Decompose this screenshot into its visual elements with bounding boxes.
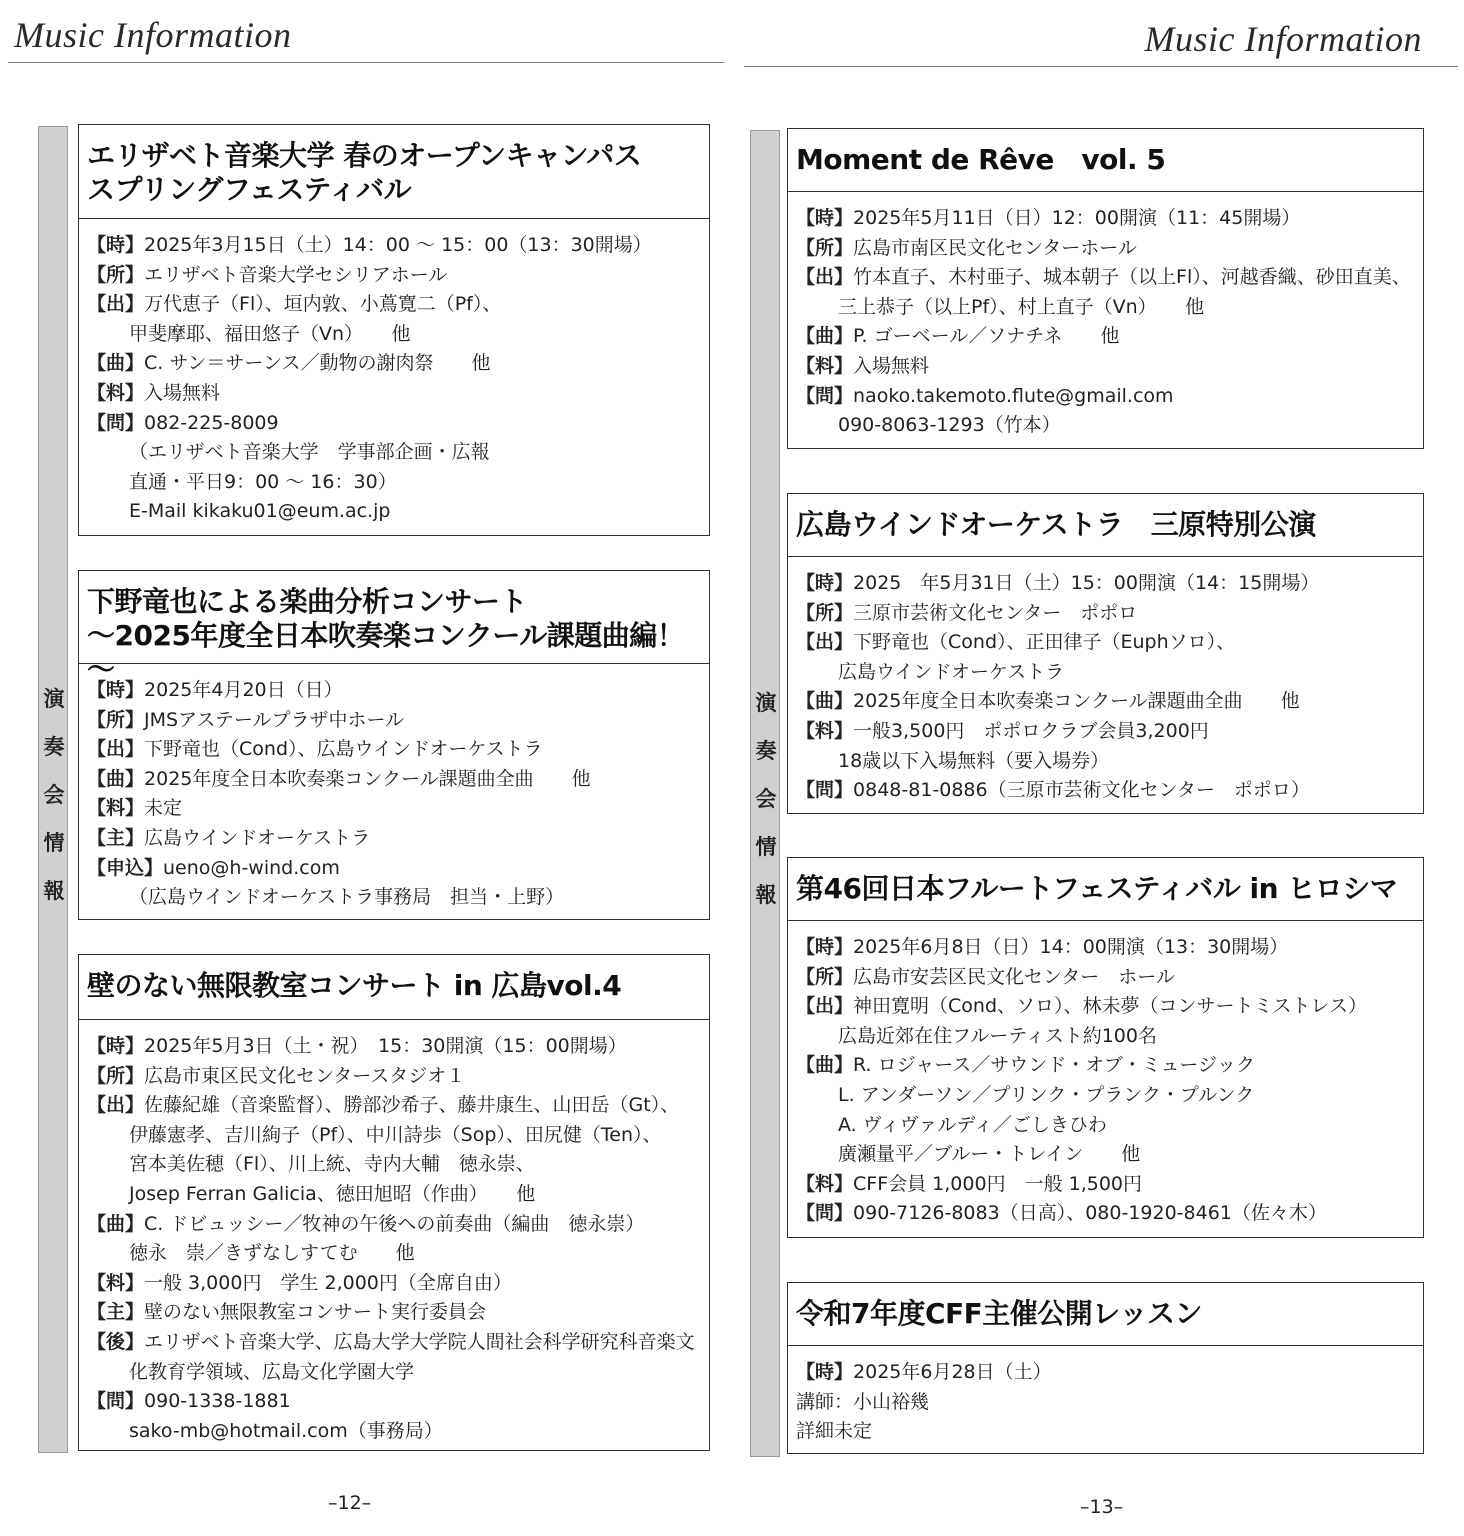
page-header: Music Information: [1144, 19, 1422, 59]
detail-text: 広島市安芸区民文化センター ホール: [853, 965, 1175, 988]
detail-tag: 【所】: [796, 965, 854, 988]
detail-tag: 【申込】: [87, 856, 164, 879]
detail-line: [87, 1298, 701, 1328]
detail-text: 2025年6月8日（日）14：00開演（13：30開場）: [853, 936, 1289, 958]
detail-tag: 【出】: [87, 293, 145, 316]
detail-text: 入場無料: [144, 381, 221, 404]
detail-line: [87, 290, 701, 320]
event-details: [788, 1346, 1423, 1447]
sidebar-char: 報: [755, 883, 777, 907]
detail-text: 三上恭子（以上Pf）、村上直子（Vn） 他: [838, 295, 1205, 318]
detail-tag: 【時】: [796, 936, 854, 958]
detail-line: [796, 1358, 1415, 1388]
detail-line: [87, 231, 701, 261]
event-card: [787, 1282, 1424, 1454]
detail-tag: 【所】: [796, 236, 854, 259]
event-details: [79, 664, 709, 913]
event-title-line: 第46回日本フルートフェスティバル in ヒロシマ: [796, 872, 1398, 905]
event-card: [78, 570, 710, 920]
detail-text: 廣瀬量平／ブルー・トレイン 他: [838, 1143, 1141, 1166]
detail-tag: 【曲】: [796, 690, 854, 713]
detail-tag: 【時】: [87, 679, 145, 701]
detail-text: C. サン＝サーンス／動物の謝肉祭 他: [144, 352, 491, 375]
detail-tag: 【後】: [87, 1330, 145, 1353]
event-card: [787, 857, 1424, 1238]
event-title-line: 壁のない無限教室コンサート in 広島vol.4: [87, 969, 622, 1002]
event-title: [788, 1283, 1423, 1346]
detail-line: [796, 776, 1415, 806]
detail-line: [87, 765, 701, 795]
event-title: [79, 571, 709, 686]
detail-text: R. ロジャース／サウンド・オブ・ミュージック: [853, 1054, 1255, 1077]
detail-text: エリザベト音楽大学、広島大学大学院人間社会科学研究科音楽文: [144, 1330, 695, 1353]
header-rule: [744, 66, 1458, 67]
detail-tag: 【料】: [796, 719, 854, 742]
detail-tag: 【曲】: [796, 325, 854, 348]
detail-text: L. アンダーソン／プリンク・プランク・プルンク: [838, 1083, 1255, 1106]
detail-line: [87, 1062, 701, 1092]
detail-text: （エリザベト音楽大学 学事部企画・広報: [129, 441, 490, 464]
detail-text: 広島市南区民文化センターホール: [853, 236, 1137, 259]
detail-line: [796, 322, 1415, 352]
detail-tag: 【所】: [87, 1064, 145, 1087]
detail-text: 一般3,500円 ポポロクラブ会員3,200円: [853, 719, 1209, 742]
detail-line: [87, 735, 701, 765]
detail-tag: 【出】: [796, 995, 854, 1018]
sidebar-char: 演: [755, 691, 777, 715]
detail-line: [87, 379, 701, 409]
detail-tag: 【主】: [87, 1301, 145, 1324]
detail-line: [796, 717, 1415, 747]
detail-line: [796, 1417, 1415, 1447]
detail-line: [87, 497, 701, 527]
sidebar-char: 奏: [755, 739, 777, 763]
detail-text: 18歳以下入場無料（要入場券）: [838, 749, 1110, 772]
detail-line: [796, 1388, 1415, 1418]
sidebar-label: [751, 679, 781, 919]
detail-text: 広島近郊在住フルーティスト約100名: [838, 1024, 1157, 1047]
detail-tag: 【所】: [87, 263, 145, 286]
detail-text[interactable]: 090-1338-1881: [144, 1390, 291, 1413]
detail-line: [796, 963, 1415, 993]
detail-text: 竹本直子、木村亜子、城本朝子（以上Fl）、河越香織、砂田直美、: [853, 266, 1411, 289]
detail-text: 一般 3,000円 学生 2,000円（全席自由）: [144, 1271, 512, 1294]
sidebar-char: 会: [755, 787, 777, 811]
detail-text[interactable]: sako-mb@hotmail.com（事務局）: [129, 1419, 443, 1442]
event-title-line: スプリングフェスティバル: [87, 173, 412, 206]
detail-tag: 【時】: [87, 234, 145, 256]
detail-tag: 【料】: [87, 797, 145, 820]
detail-line: [87, 1387, 701, 1417]
detail-tag: 【曲】: [796, 1054, 854, 1077]
detail-line: [796, 747, 1415, 777]
detail-tag: 【所】: [87, 708, 145, 731]
event-title: [788, 129, 1423, 192]
page-left: [0, 0, 730, 1536]
detail-text: 化教育学領域、広島文化学園大学: [129, 1360, 415, 1383]
detail-line: [796, 382, 1415, 412]
detail-line: [796, 569, 1415, 599]
detail-line: [796, 599, 1415, 629]
detail-tag: 【曲】: [87, 1212, 145, 1235]
detail-line: [87, 824, 701, 854]
detail-text: 下野竜也（Cond）、正田律子（Euphソロ）、: [853, 631, 1236, 654]
detail-tag: 【主】: [87, 826, 145, 849]
sidebar-label: [39, 675, 69, 915]
event-title: [788, 858, 1423, 921]
detail-line: [796, 1170, 1415, 1200]
detail-line: [796, 1111, 1415, 1141]
event-card: [787, 128, 1424, 449]
detail-line: [87, 1239, 701, 1269]
detail-line: [87, 1210, 701, 1240]
event-card: [787, 493, 1424, 814]
detail-line: [87, 1180, 701, 1210]
event-details: [788, 557, 1423, 806]
detail-text: 詳細未定: [796, 1420, 873, 1443]
detail-tag: 【料】: [796, 1172, 854, 1195]
detail-text: エリザベト音楽大学セシリアホール: [144, 263, 448, 286]
detail-text[interactable]: 090-8063-1293（竹本）: [838, 414, 1061, 437]
detail-text: 講師：小山裕幾: [796, 1390, 930, 1413]
sidebar-char: 報: [43, 879, 65, 903]
detail-text: P. ゴーベール／ソナチネ 他: [853, 325, 1120, 348]
detail-line: [87, 261, 701, 291]
detail-line: [87, 1269, 701, 1299]
detail-text: 入場無料: [853, 354, 930, 377]
event-details: [79, 1020, 709, 1446]
detail-line: [87, 438, 701, 468]
detail-line: [87, 1417, 701, 1447]
event-title-line: エリザベト音楽大学 春のオープンキャンパス: [87, 139, 642, 172]
detail-text: C. ドビュッシー／牧神の午後への前奏曲（編曲 徳永崇）: [144, 1212, 645, 1235]
header-rule: [8, 62, 724, 63]
detail-text: 万代恵子（Fl）、垣内敦、小蔦寛二（Pf）、: [144, 293, 502, 316]
detail-tag: 【料】: [87, 381, 145, 404]
event-title: [79, 955, 709, 1020]
event-title-line: 下野竜也による楽曲分析コンサート: [87, 585, 528, 618]
detail-text: 広島ウインドオーケストラ: [144, 826, 371, 849]
detail-tag: 【問】: [87, 1390, 145, 1413]
detail-line: [87, 409, 701, 439]
detail-line: [87, 854, 701, 884]
detail-text: 直通・平日9：00 ～ 16：30）: [129, 470, 397, 493]
detail-text[interactable]: E-Mail kikaku01@eum.ac.jp: [129, 500, 391, 523]
detail-text: 2025 年5月31日（土）15：00開演（14：15開場）: [853, 572, 1320, 594]
sidebar-char: 情: [43, 831, 65, 855]
detail-tag: 【問】: [796, 779, 854, 802]
detail-tag: 【出】: [796, 266, 854, 289]
detail-text[interactable]: 082-225-8009: [144, 411, 279, 434]
detail-line: [796, 352, 1415, 382]
event-card: [78, 124, 710, 536]
event-title-line: Moment de Rêve vol. 5: [796, 143, 1166, 176]
detail-line: [87, 1150, 701, 1180]
detail-tag: 【時】: [796, 572, 854, 594]
detail-line: [796, 628, 1415, 658]
detail-text: 伊藤憲孝、吉川絢子（Pf）、中川詩歩（Sop）、田尻健（Ten）、: [129, 1123, 662, 1146]
detail-text: CFF会員 1,000円 一般 1,500円: [853, 1172, 1143, 1195]
detail-text: Josep Ferran Galicia、徳田旭昭（作曲） 他: [129, 1182, 536, 1205]
sidebar-char: 演: [43, 687, 65, 711]
page-header: Music Information: [14, 15, 292, 55]
detail-line: [796, 263, 1415, 293]
detail-line: [87, 1032, 701, 1062]
detail-line: [796, 293, 1415, 323]
detail-text: JMSアステールプラザ中ホール: [144, 708, 405, 731]
detail-text: 未定: [144, 797, 183, 820]
detail-line: [796, 234, 1415, 264]
detail-text: 宮本美佐穂（Fl）、川上統、寺内大輔 徳永崇、: [129, 1153, 535, 1176]
page-number: –12–: [328, 1492, 372, 1514]
detail-text: 2025年5月3日（土・祝） 15：30開演（15：00開場）: [144, 1035, 627, 1057]
detail-text: 徳永 崇／きずなしすてむ 他: [129, 1242, 415, 1265]
detail-text[interactable]: 090-7126-8083（日高）、080-1920-8461（佐々木）: [853, 1202, 1327, 1225]
detail-line: [796, 992, 1415, 1022]
sidebar-char: 奏: [43, 735, 65, 759]
detail-text: 佐藤紀雄（音楽監督）、勝部沙希子、藤井康生、山田岳（Gt）、: [144, 1094, 680, 1117]
detail-text: （広島ウインドオーケストラ事務局 担当・上野）: [129, 886, 565, 909]
detail-text: A. ヴィヴァルディ／ごしきひわ: [838, 1113, 1107, 1136]
detail-text[interactable]: naoko.takemoto.flute@gmail.com: [853, 384, 1174, 407]
detail-line: [87, 349, 701, 379]
detail-tag: 【所】: [796, 601, 854, 624]
detail-line: [87, 706, 701, 736]
event-title-line: ～2025年度全日本吹奏楽コンクール課題曲編！～: [87, 619, 685, 686]
event-details: [788, 921, 1423, 1229]
page-right: [740, 0, 1464, 1536]
sidebar-char: 会: [43, 783, 65, 807]
detail-line: [796, 1081, 1415, 1111]
detail-line: [87, 320, 701, 350]
detail-tag: 【時】: [796, 1361, 854, 1383]
sidebar-category: [750, 130, 780, 1457]
detail-tag: 【料】: [796, 354, 854, 377]
detail-text: 2025年4月20日（日）: [144, 679, 343, 701]
detail-tag: 【時】: [796, 207, 854, 229]
detail-text: 下野竜也（Cond）、広島ウインドオーケストラ: [144, 738, 543, 761]
sidebar-char: 情: [755, 835, 777, 859]
detail-line: [796, 204, 1415, 234]
event-details: [79, 219, 709, 527]
event-card: [78, 954, 710, 1451]
detail-line: [87, 794, 701, 824]
event-title: [79, 125, 709, 219]
detail-tag: 【問】: [796, 1202, 854, 1225]
detail-tag: 【出】: [87, 1094, 145, 1117]
detail-line: [796, 411, 1415, 441]
sidebar-category: [38, 126, 68, 1453]
page-number: –13–: [1080, 1496, 1124, 1518]
detail-line: [87, 676, 701, 706]
detail-tag: 【問】: [87, 411, 145, 434]
detail-tag: 【時】: [87, 1035, 145, 1057]
detail-tag: 【曲】: [87, 352, 145, 375]
detail-line: [87, 1328, 701, 1358]
detail-tag: 【問】: [796, 384, 854, 407]
detail-tag: 【出】: [87, 738, 145, 761]
detail-text: 甲斐摩耶、福田悠子（Vn） 他: [129, 322, 411, 345]
detail-text: 三原市芸術文化センター ポポロ: [853, 601, 1138, 624]
detail-text: 2025年5月11日（日）12：00開演（11：45開場）: [853, 207, 1301, 229]
detail-text: 壁のない無限教室コンサート実行委員会: [144, 1301, 487, 1324]
detail-text: 広島市東区民文化センタースタジオ１: [144, 1064, 466, 1087]
detail-line: [796, 687, 1415, 717]
detail-text: 2025年度全日本吹奏楽コンクール課題曲全曲 他: [853, 690, 1300, 713]
detail-tag: 【出】: [796, 631, 854, 654]
event-title-line: 広島ウインドオーケストラ 三原特別公演: [796, 508, 1316, 541]
detail-line: [796, 1051, 1415, 1081]
detail-text: 神田寛明（Cond、ソロ）、林未夢（コンサートミストレス）: [853, 995, 1367, 1018]
detail-line: [87, 1121, 701, 1151]
detail-text: 2025年度全日本吹奏楽コンクール課題曲全曲 他: [144, 767, 591, 790]
detail-line: [87, 468, 701, 498]
detail-line: [796, 933, 1415, 963]
detail-line: [796, 1140, 1415, 1170]
detail-line: [87, 1091, 701, 1121]
detail-line: [87, 1358, 701, 1388]
detail-text: 2025年3月15日（土）14：00 ～ 15：00（13：30開場）: [144, 234, 652, 256]
detail-line: [796, 658, 1415, 688]
detail-tag: 【曲】: [87, 767, 145, 790]
event-details: [788, 192, 1423, 441]
detail-text: 2025年6月28日（土）: [853, 1361, 1052, 1383]
detail-line: [87, 883, 701, 913]
detail-line: [796, 1022, 1415, 1052]
detail-line: [796, 1199, 1415, 1229]
event-title: [788, 494, 1423, 557]
detail-text[interactable]: ueno@h-wind.com: [163, 856, 340, 879]
detail-text: 0848-81-0886（三原市芸術文化センター ポポロ）: [853, 779, 1310, 802]
event-title-line: 令和7年度CFF主催公開レッスン: [796, 1297, 1203, 1330]
detail-text: 広島ウインドオーケストラ: [838, 660, 1065, 683]
detail-tag: 【料】: [87, 1271, 145, 1294]
